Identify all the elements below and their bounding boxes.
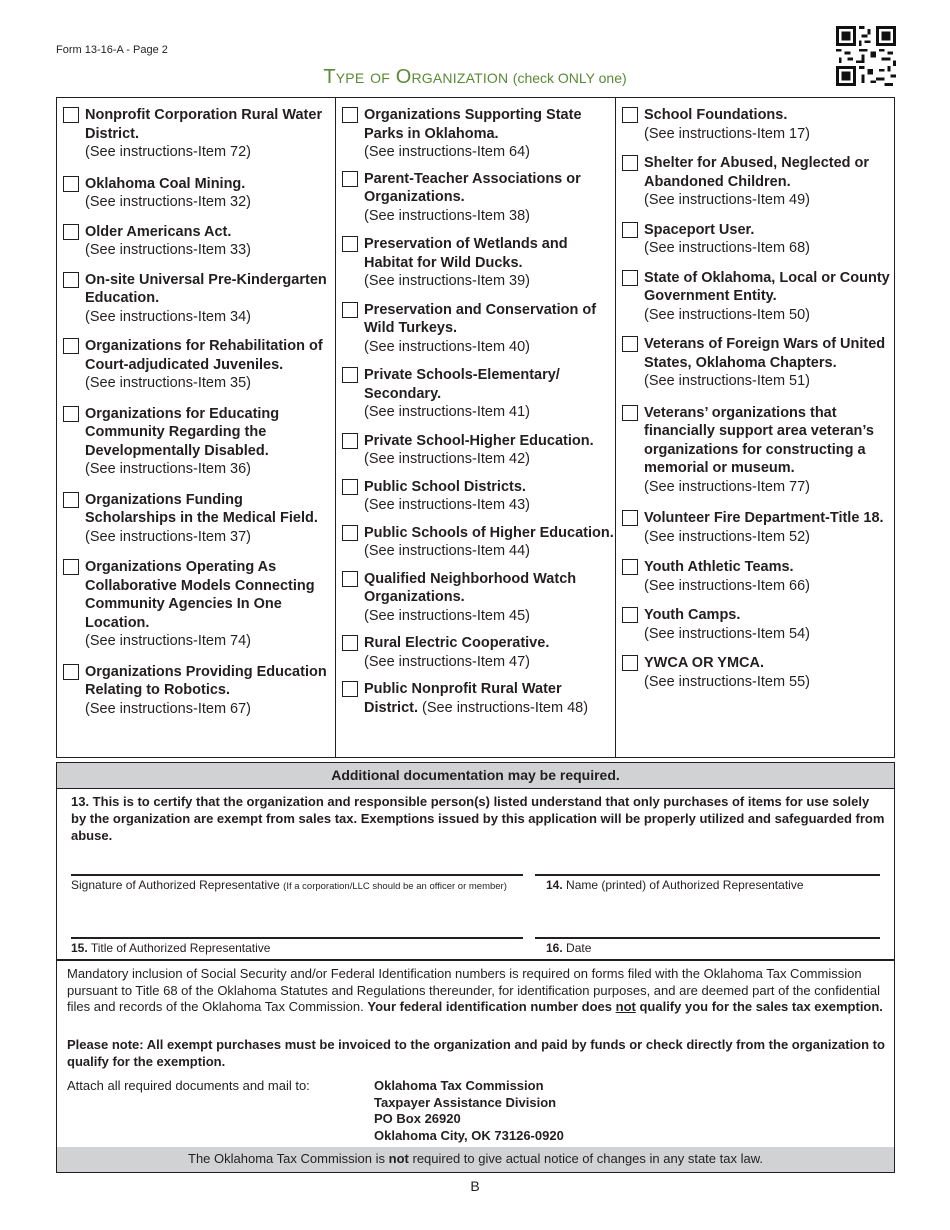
- org-option: Organizations Providing Education Relating to Robotics. (See instructions-Item 67): [63, 663, 335, 719]
- org-checkbox[interactable]: [342, 302, 358, 318]
- org-checkbox[interactable]: [63, 272, 79, 288]
- org-checkbox[interactable]: [63, 492, 79, 508]
- org-checkbox[interactable]: [622, 222, 638, 238]
- org-checkbox[interactable]: [622, 107, 638, 123]
- org-checkbox[interactable]: [342, 635, 358, 651]
- org-checkbox[interactable]: [63, 559, 79, 575]
- org-option: Organizations Supporting State Parks in Oklahoma. (See instructions-Item 64): [342, 106, 615, 162]
- address-line: Oklahoma City, OK 73126-0920: [374, 1127, 564, 1143]
- options-column-2: [336, 98, 616, 757]
- org-checkbox[interactable]: [622, 655, 638, 671]
- section-heading: [0, 66, 950, 89]
- org-checkbox[interactable]: [63, 107, 79, 123]
- org-option: Public Nonprofit Rural Water District. (See instructions-Item 48): [342, 680, 615, 717]
- date-label: 16. Date: [546, 941, 592, 955]
- org-option: Organizations Operating As Collaborative Models Connecting Community Agencies In One Location. (See instructions-Item 74): [63, 558, 335, 651]
- options-column-1: [57, 98, 336, 757]
- org-option: Veterans’ organizations that financially support area veteran’s organizations for constructing a memorial or museum. (See instructions-Item 77): [622, 404, 893, 497]
- org-option: Volunteer Fire Department-Title 18. (See instructions-Item 52): [622, 509, 893, 546]
- org-option: Nonprofit Corporation Rural Water District. (See instructions-Item 72): [63, 106, 335, 162]
- printed-name-label: 14. Name (printed) of Authorized Representative: [546, 878, 804, 892]
- org-checkbox[interactable]: [63, 338, 79, 354]
- org-option: YWCA OR YMCA. (See instructions-Item 55): [622, 654, 893, 691]
- org-checkbox[interactable]: [342, 571, 358, 587]
- org-checkbox[interactable]: [622, 405, 638, 421]
- org-checkbox[interactable]: [342, 681, 358, 697]
- org-checkbox[interactable]: [622, 336, 638, 352]
- org-checkbox[interactable]: [342, 367, 358, 383]
- mandatory-disclosure: Mandatory inclusion of Social Security and/or Federal Identification numbers is required on forms filed with the Oklahoma Tax Commission pursuant to Title 68 of the Oklahoma Statutes and Regulations thereunder, for identification purposes, and are deemed part of the confidential files and records of the Oklahoma Tax Commission. Your federal identification number does not qualify you for the sales tax exemption.: [67, 966, 883, 1014]
- title-field[interactable]: [71, 937, 523, 939]
- org-option: Public School Districts. (See instructions-Item 43): [342, 478, 615, 515]
- org-option: Private School-Higher Education. (See instructions-Item 42): [342, 432, 615, 469]
- org-option: School Foundations. (See instructions-Item 17): [622, 106, 893, 143]
- org-checkbox[interactable]: [622, 270, 638, 286]
- org-option: Organizations Funding Scholarships in the Medical Field. (See instructions-Item 37): [63, 491, 335, 547]
- address-line: Oklahoma Tax Commission: [374, 1078, 544, 1093]
- org-checkbox[interactable]: [63, 224, 79, 240]
- org-option: Organizations for Educating Community Regarding the Developmentally Disabled. (See instructions-Item 36): [63, 405, 335, 479]
- org-checkbox[interactable]: [342, 171, 358, 187]
- org-checkbox[interactable]: [342, 479, 358, 495]
- org-checkbox[interactable]: [622, 607, 638, 623]
- page-letter: B: [470, 1178, 480, 1194]
- signature-label: Signature of Authorized Representative (If a corporation/LLC should be an officer or member): [71, 878, 507, 892]
- form-id: Form 13-16-A - Page 2: [56, 44, 168, 56]
- heading-subtitle: (check ONLY one): [512, 70, 627, 86]
- org-option: Preservation of Wetlands and Habitat for Wild Ducks. (See instructions-Item 39): [342, 235, 615, 291]
- org-checkbox[interactable]: [622, 510, 638, 526]
- org-option: Older Americans Act. (See instructions-Item 33): [63, 223, 335, 260]
- org-checkbox[interactable]: [63, 664, 79, 680]
- signature-field[interactable]: [71, 874, 523, 876]
- org-option: Youth Athletic Teams. (See instructions-Item 66): [622, 558, 893, 595]
- org-checkbox[interactable]: [342, 107, 358, 123]
- title-label: 15. Title of Authorized Representative: [71, 941, 271, 955]
- org-checkbox[interactable]: [342, 236, 358, 252]
- org-option: Private Schools-Elementary/ Secondary. (See instructions-Item 41): [342, 366, 615, 422]
- section-divider: [57, 959, 894, 961]
- organization-type-grid: [56, 97, 895, 758]
- org-option: Veterans of Foreign Wars of United States, Oklahoma Chapters. (See instructions-Item 51): [622, 335, 893, 391]
- invoice-note: Please note: All exempt purchases must be invoiced to the organization and paid by funds or check directly from the organization to qualify for the exemption.: [67, 1037, 885, 1069]
- org-checkbox[interactable]: [622, 559, 638, 575]
- footer-notice: The Oklahoma Tax Commission is not required to give actual notice of changes in any state tax law.: [57, 1147, 894, 1172]
- certification-statement: 13. This is to certify that the organization and responsible person(s) listed understand that only purchases of items for use solely by the organization are exempt from sales tax. Exemptions issued by this application will be properly utilized and safeguarded from abuse.: [71, 794, 885, 843]
- org-option: Shelter for Abused, Neglected or Abandoned Children. (See instructions-Item 49): [622, 154, 893, 210]
- org-option: Rural Electric Cooperative. (See instructions-Item 47): [342, 634, 615, 671]
- org-checkbox[interactable]: [63, 176, 79, 192]
- address-line: PO Box 26920: [374, 1111, 461, 1126]
- printed-name-field[interactable]: [535, 874, 880, 876]
- org-option: Public Schools of Higher Education. (See instructions-Item 44): [342, 524, 615, 561]
- date-field[interactable]: [535, 937, 880, 939]
- org-option: Oklahoma Coal Mining. (See instructions-Item 32): [63, 175, 335, 212]
- org-checkbox[interactable]: [342, 525, 358, 541]
- org-checkbox[interactable]: [622, 155, 638, 171]
- address-line: Taxpayer Assistance Division: [374, 1094, 557, 1110]
- certification-section: [56, 762, 895, 1173]
- org-option: State of Oklahoma, Local or County Government Entity. (See instructions-Item 50): [622, 269, 893, 325]
- mailing-address: [374, 1078, 564, 1144]
- heading-title: Type of Organization: [323, 66, 509, 88]
- org-option: On-site Universal Pre-Kindergarten Education. (See instructions-Item 34): [63, 271, 335, 327]
- org-option: Youth Camps. (See instructions-Item 54): [622, 606, 893, 643]
- org-option: Spaceport User. (See instructions-Item 68): [622, 221, 893, 258]
- org-option: Preservation and Conservation of Wild Turkeys. (See instructions-Item 40): [342, 301, 615, 357]
- additional-documentation-banner: Additional documentation may be required.: [57, 763, 894, 789]
- org-option: Qualified Neighborhood Watch Organizations. (See instructions-Item 45): [342, 570, 615, 626]
- attach-label: Attach all required documents and mail to:: [67, 1078, 310, 1093]
- org-checkbox[interactable]: [63, 406, 79, 422]
- org-checkbox[interactable]: [342, 433, 358, 449]
- options-column-3: [616, 98, 893, 757]
- org-option: Parent-Teacher Associations or Organizations. (See instructions-Item 38): [342, 170, 615, 226]
- org-option: Organizations for Rehabilitation of Court-adjudicated Juveniles. (See instructions-Item 35): [63, 337, 335, 393]
